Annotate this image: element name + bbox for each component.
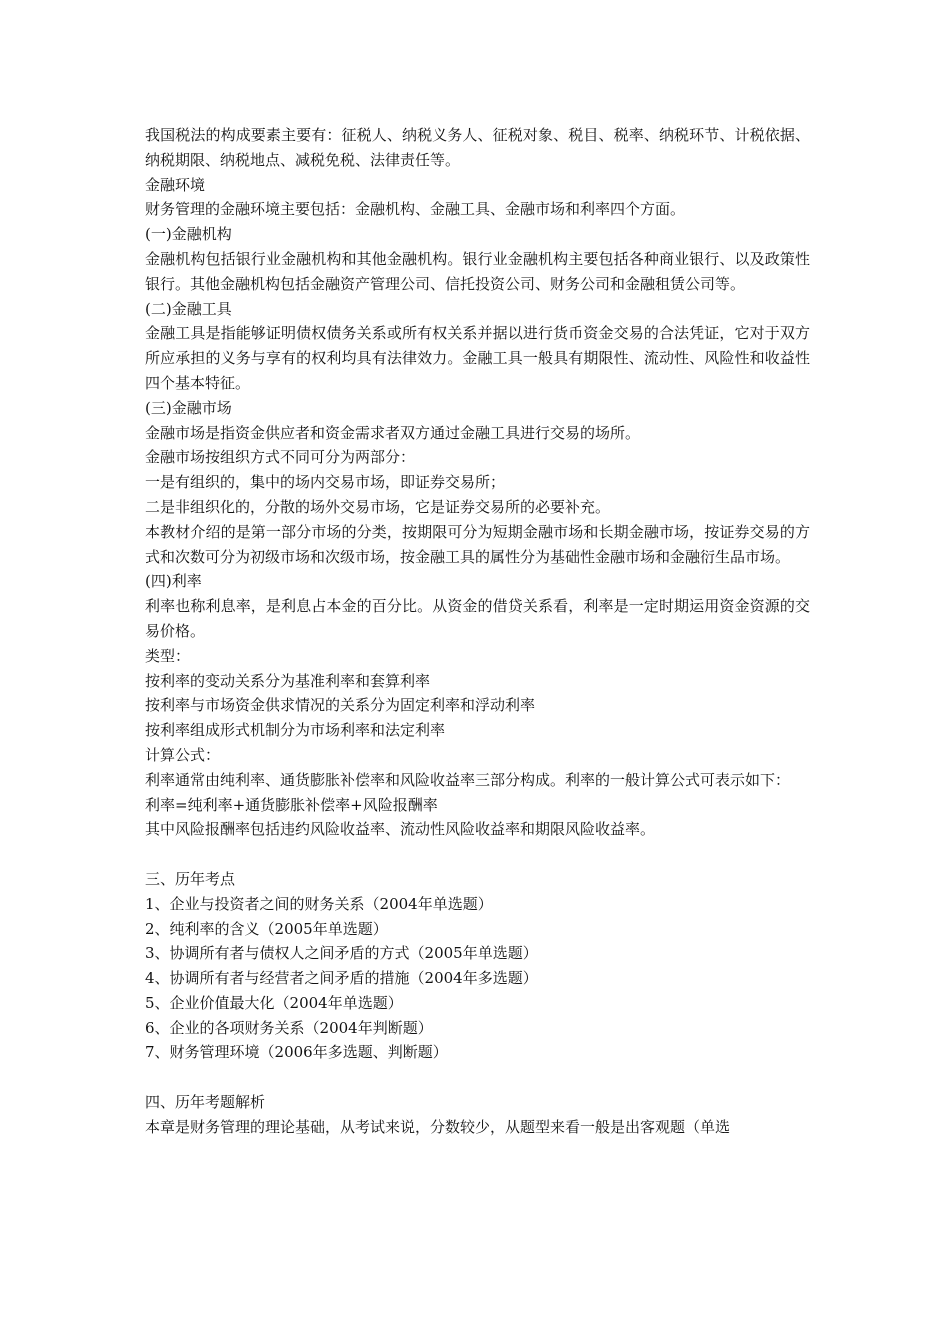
paragraph-rate-type-2: 按利率与市场资金供求情况的关系分为固定利率和浮动利率	[145, 696, 536, 715]
section-title-past-exam-points: 三、历年考点	[145, 869, 236, 888]
list-item: 7、财务管理环境（2006年多选题、判断题）	[145, 1043, 448, 1062]
list-item: 1、企业与投资者之间的财务关系（2004年单选题）	[145, 894, 493, 913]
paragraph-rate-type-3: 按利率组成形式机制分为市场利率和法定利率	[145, 721, 446, 740]
heading-financial-environment: 金融环境	[145, 175, 206, 194]
list-item: 2、纯利率的含义（2005年单选题）	[145, 919, 388, 938]
list-item: 6、企业的各项财务关系（2004年判断题）	[145, 1018, 433, 1037]
paragraph-unorganized-market: 二是非组织化的，分散的场外交易市场，它是证券交易所的必要补充。	[145, 497, 611, 516]
document-body	[145, 123, 810, 1140]
paragraph-financial-markets-organization: 金融市场按组织方式不同可分为两部分：	[145, 448, 416, 467]
paragraph-rate-type-1: 按利率的变动关系分为基准利率和套算利率	[145, 671, 431, 690]
paragraph-financial-institutions: 金融机构包括银行业金融机构和其他金融机构。银行业金融机构主要包括各种商业银行、以及政策性银行。其他金融机构包括金融资产管理公司、信托投资公司、财务公司和金融租赁公司等。	[145, 249, 810, 293]
paragraph-organized-market: 一是有组织的，集中的场内交易市场，即证券交易所；	[145, 473, 506, 492]
paragraph-interest-rate-definition: 利率也称利息率，是利息占本金的百分比。从资金的借贷关系看，利率是一定时期运用资金资源的交易价格。	[145, 597, 810, 640]
section-title-past-exam-analysis: 四、历年考题解析	[145, 1093, 266, 1112]
paragraph-financial-environment-overview: 财务管理的金融环境主要包括：金融机构、金融工具、金融市场和利率四个方面。	[145, 200, 686, 219]
paragraph-financial-instruments: 金融工具是指能够证明债权债务关系或所有权关系并据以进行货币资金交易的合法凭证，它对于双方所应承担的义务与享有的权利均具有法律效力。金融工具一般具有期限性、流动性、风险性和收益性四个基本特征。	[145, 324, 810, 392]
paragraph-formula-intro: 利率通常由纯利率、通货膨胀补偿率和风险收益率三部分构成。利率的一般计算公式可表示如下：	[145, 770, 791, 789]
list-item: 4、协调所有者与经营者之间矛盾的措施（2004年多选题）	[145, 969, 538, 988]
heading-financial-markets: (三)金融市场	[145, 398, 232, 417]
paragraph-chapter-summary: 本章是财务管理的理论基础，从考试来说，分数较少，从题型来看一般是出客观题（单选	[145, 1117, 731, 1136]
blank-line	[145, 842, 810, 867]
blank-line	[145, 1065, 810, 1090]
heading-financial-instruments: (二)金融工具	[145, 299, 232, 318]
paragraph-market-classification: 本教材介绍的是第一部分市场的分类，按期限可分为短期金融市场和长期金融市场，按证券交易的方式和次数可分为初级市场和次级市场，按金融工具的属性分为基础性金融市场和金融衍生品市场。	[145, 522, 810, 566]
heading-interest-rate: (四)利率	[145, 572, 202, 591]
paragraph-tax-elements: 我国税法的构成要素主要有：征税人、纳税义务人、征税对象、税目、税率、纳税环节、计税依据、纳税期限、纳税地点、减税免税、法律责任等。	[145, 126, 810, 169]
heading-types: 类型：	[145, 646, 191, 665]
paragraph-formula: 利率=纯利率+通货膨胀补偿率+风险报酬率	[145, 795, 438, 814]
list-item: 3、协调所有者与债权人之间矛盾的方式（2005年单选题）	[145, 944, 538, 963]
paragraph-financial-markets-definition: 金融市场是指资金供应者和资金需求者双方通过金融工具进行交易的场所。	[145, 423, 641, 442]
paragraph-risk-premium: 其中风险报酬率包括违约风险收益率、流动性风险收益率和期限风险收益率。	[145, 820, 656, 839]
heading-financial-institutions: (一)金融机构	[145, 225, 232, 244]
heading-formula: 计算公式：	[145, 745, 221, 764]
list-item: 5、企业价值最大化（2004年单选题）	[145, 993, 403, 1012]
